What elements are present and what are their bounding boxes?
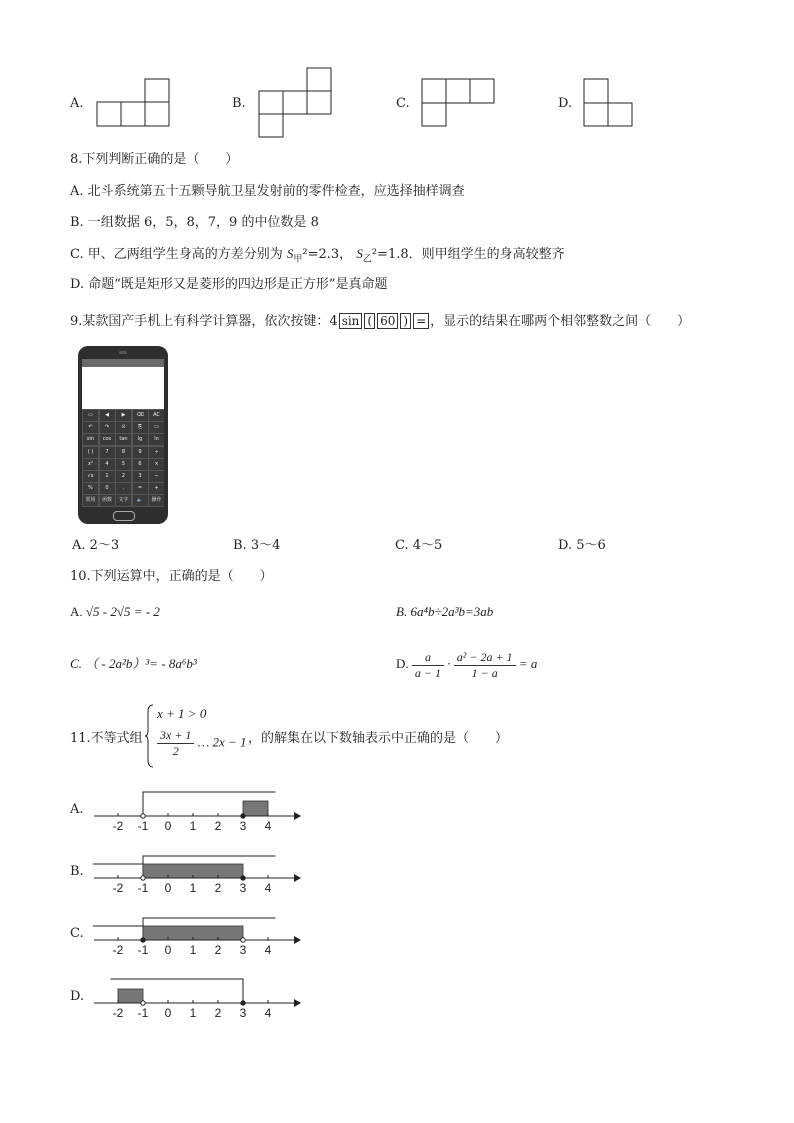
closed-dot xyxy=(241,1001,245,1005)
phone-key: AC xyxy=(149,410,164,421)
tick-label: 4 xyxy=(264,881,272,895)
tick-label: 3 xyxy=(239,1006,247,1020)
phone-key: + xyxy=(149,483,164,494)
tick-label: 0 xyxy=(164,881,172,895)
q10-d-frac-2: $\frac{\text{a² − 2a + 1}}{1 - a}$ xyxy=(454,650,516,681)
tick-label: -2 xyxy=(112,819,124,833)
q7-option-a-net xyxy=(96,78,172,128)
phone-key: × xyxy=(149,459,164,470)
tick-label: -2 xyxy=(112,881,124,895)
phone-key: 2 xyxy=(116,471,131,482)
phone-key: 0 xyxy=(100,483,115,494)
phone-key: 3 xyxy=(133,471,148,482)
key-60: 60 xyxy=(377,313,398,329)
phone-key: sin xyxy=(83,434,98,445)
tick-label: 2 xyxy=(214,881,222,895)
phone-key: 🔈 xyxy=(133,495,148,506)
phone-image xyxy=(78,346,168,524)
tick-label: 3 xyxy=(239,819,247,833)
phone-speaker xyxy=(119,351,127,354)
q10-option-c: C. （ - 2a²b）³= - 8a⁶b³ xyxy=(70,656,197,671)
q7-option-b-net xyxy=(258,67,334,139)
open-dot xyxy=(141,814,145,818)
phone-key: ◀ xyxy=(100,410,115,421)
q9-option-a: A. 2～3 xyxy=(72,538,120,553)
phone-key: 文字 xyxy=(116,495,131,506)
tick-label: 1 xyxy=(189,1006,197,1020)
key-close-paren: ) xyxy=(400,313,411,329)
q11-option-label: D. xyxy=(70,989,85,1004)
axis-arrow xyxy=(294,936,301,944)
tick-label: 0 xyxy=(164,819,172,833)
axis-arrow xyxy=(294,874,301,882)
phone-key: ↶ xyxy=(83,422,98,433)
phone-key: tan xyxy=(116,434,131,445)
phone-key: 9 xyxy=(133,447,148,458)
phone-key: √x xyxy=(83,471,98,482)
phone-key: ↷ xyxy=(100,422,115,433)
tick-label: 1 xyxy=(189,819,197,833)
tick-label: -2 xyxy=(112,943,124,957)
phone-key: 6 xyxy=(133,459,148,470)
q8-option-d: D. 命题“既是矩形又是菱形的四边形是正方形”是真命题 xyxy=(70,277,388,292)
q7-option-c-net xyxy=(421,78,497,128)
phone-key: 操作 xyxy=(149,495,164,506)
q7-option-a-label: A. xyxy=(70,96,84,111)
phone-key: 1 xyxy=(100,471,115,482)
shaded-region xyxy=(243,801,268,816)
open-dot xyxy=(241,938,245,942)
phone-key: 8 xyxy=(116,447,131,458)
tick-label: -1 xyxy=(137,819,149,833)
q7-option-b-label: B. xyxy=(232,96,246,111)
phone-key: 常用 xyxy=(83,495,98,506)
q9-option-c: C. 4～5 xyxy=(395,538,443,553)
phone-key: ▶ xyxy=(116,410,131,421)
axis-arrow xyxy=(294,812,301,820)
q10-d-frac-1: $\frac{a}{a - 1}$ xyxy=(412,650,444,681)
q8-option-c: C. 甲、乙两组学生身高的方差分别为 $S_甲^2=2.3$， $S_乙^2=1.8$．则甲组学生的身高较整齐 xyxy=(70,246,565,265)
tick-label: 0 xyxy=(164,1006,172,1020)
phone-key: 7 xyxy=(100,447,115,458)
q10-stem: 10.下列运算中，正确的是（ ） xyxy=(70,569,273,584)
q10-option-b: B. 6a⁴b÷2a³b=3ab xyxy=(396,604,494,619)
q11-stem-prefix: 11.不等式组 xyxy=(70,731,143,746)
phone-status-bar xyxy=(82,359,164,367)
phone-key: cos xyxy=(100,434,115,445)
q11-number-line xyxy=(88,790,308,838)
open-dot xyxy=(141,1001,145,1005)
q7-option-d-net xyxy=(583,78,635,128)
phone-home-button xyxy=(113,511,135,521)
q8-stem: 8.下列判断正确的是（ ） xyxy=(70,152,239,167)
phone-key: 函数 xyxy=(100,495,115,506)
key-open-paren: ( xyxy=(364,313,375,329)
axis-arrow xyxy=(294,999,301,1007)
tick-label: 0 xyxy=(164,943,172,957)
phone-key: ln xyxy=(149,434,164,445)
closed-dot xyxy=(241,814,245,818)
tick-label: 3 xyxy=(239,943,247,957)
phone-key: 4 xyxy=(100,459,115,470)
phone-key: ⊙ xyxy=(116,422,131,433)
q7-option-d-label: D. xyxy=(558,96,573,111)
tick-label: 4 xyxy=(264,819,272,833)
q7-option-c-label: C. xyxy=(396,96,410,111)
phone-key: 5 xyxy=(116,459,131,470)
closed-dot xyxy=(241,876,245,880)
q11-option-label: C. xyxy=(70,926,84,941)
q9-option-d: D. 5～6 xyxy=(558,538,606,553)
phone-key: ( ) xyxy=(83,447,98,458)
open-dot xyxy=(141,876,145,880)
q11-number-line xyxy=(88,977,308,1025)
closed-dot xyxy=(141,938,145,942)
shaded-region xyxy=(118,989,143,1003)
tick-label: 2 xyxy=(214,943,222,957)
q11-inequality-2: $\frac{3x + 1}{2}$ … 2x − 1 xyxy=(157,728,247,759)
q11-option-label: B. xyxy=(70,864,84,879)
phone-key: ⎘ xyxy=(133,422,148,433)
tick-label: 4 xyxy=(264,1006,272,1020)
phone-key: − xyxy=(149,471,164,482)
phone-key: ▭ xyxy=(149,422,164,433)
q11-inequality-1: x + 1 > 0 xyxy=(157,706,207,721)
tick-label: 1 xyxy=(189,943,197,957)
phone-key: ▭ xyxy=(83,410,98,421)
phone-key: % xyxy=(83,483,98,494)
phone-key: = xyxy=(133,483,148,494)
tick-label: 1 xyxy=(189,881,197,895)
q10-option-d: D. $\frac{a}{a - 1}$ · $\frac{\text{a² − 2a + 1}}{1 - a}$ = a xyxy=(396,649,538,680)
phone-key: . xyxy=(116,483,131,494)
q8-option-a: A. 北斗系统第五十五颗导航卫星发射前的零件检查，应选择抽样调查 xyxy=(70,184,465,199)
q11-stem-suffix: ，的解集在以下数轴表示中正确的是（ ） xyxy=(248,731,509,746)
tick-label: -2 xyxy=(112,1006,124,1020)
phone-key: ÷ xyxy=(149,447,164,458)
phone-key: x² xyxy=(83,459,98,470)
tick-label: -1 xyxy=(137,943,149,957)
q11-number-line xyxy=(88,852,308,900)
tick-label: -1 xyxy=(137,1006,149,1020)
phone-keypad xyxy=(82,409,164,507)
tick-label: 4 xyxy=(264,943,272,957)
tick-label: 3 xyxy=(239,881,247,895)
q8-option-b: B. 一组数据 6，5，8，7，9 的中位数是 8 xyxy=(70,215,319,230)
phone-key: lg xyxy=(133,434,148,445)
tick-label: -1 xyxy=(137,881,149,895)
q9-stem: 9.某款国产手机上有科学计算器，依次按键：4 sin ( 60 ) = ，显示的结果在哪两个相邻整数之间（ ） xyxy=(70,314,691,329)
key-equals: = xyxy=(413,313,429,329)
q9-option-b: B. 3～4 xyxy=(233,538,281,553)
phone-key: ⌫ xyxy=(133,410,148,421)
q11-brace xyxy=(144,704,154,768)
tick-label: 2 xyxy=(214,1006,222,1020)
q11-number-line xyxy=(88,914,308,962)
key-sin: sin xyxy=(339,313,363,329)
tick-label: 2 xyxy=(214,819,222,833)
phone-display xyxy=(82,367,164,409)
q10-option-a: A. √5 - 2√5 = - 2 xyxy=(70,604,160,619)
q11-option-label: A. xyxy=(70,802,84,817)
